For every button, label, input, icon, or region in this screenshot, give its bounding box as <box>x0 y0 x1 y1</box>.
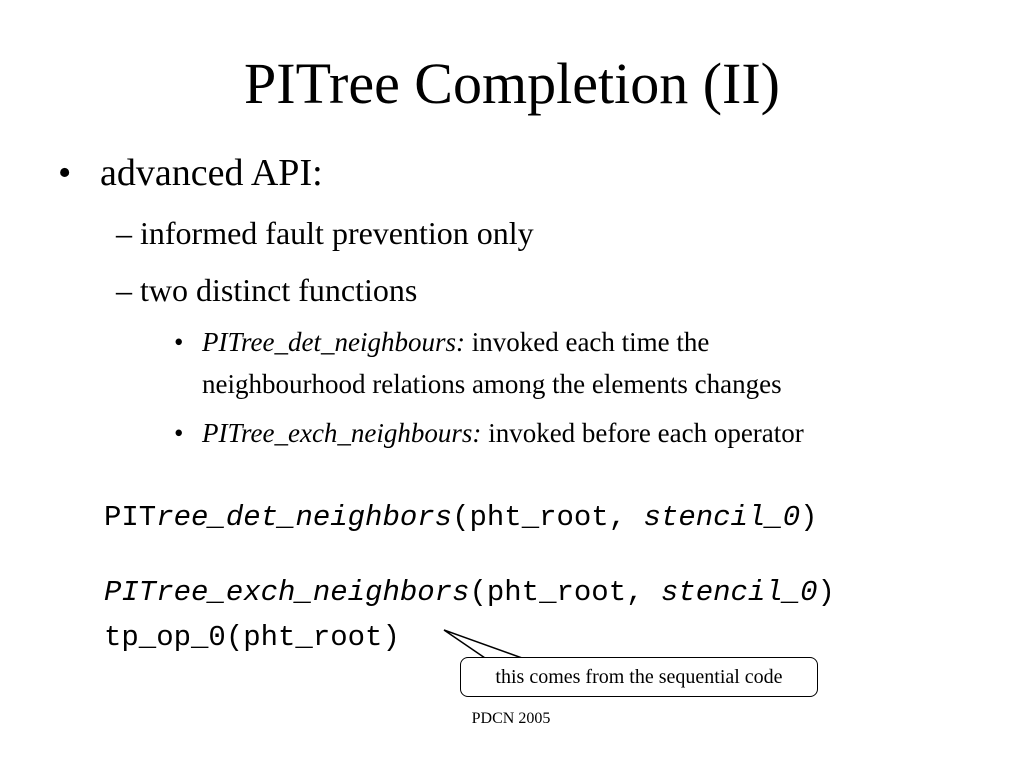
code-close: ) <box>817 576 835 609</box>
footer-text: PDCN 2005 <box>471 710 551 727</box>
code-close: ) <box>800 501 818 534</box>
function-name: PITree_det_neighbours: <box>202 327 465 357</box>
code-args-open: (pht_root, <box>469 576 661 609</box>
callout-text: this comes from the sequential code <box>495 666 783 688</box>
code-prefix: PIT <box>104 501 157 534</box>
code-function: ree_det_neighbors <box>156 501 453 534</box>
code-arg-stencil: stencil_0 <box>643 501 801 534</box>
code-line-tp-op: tp_op_0(pht_root) <box>104 621 400 654</box>
code-function: PITree_exch_neighbors <box>104 576 470 609</box>
subbullet-fault-prevention: – informed fault prevention only <box>116 215 534 251</box>
subbullet-two-functions: – two distinct functions <box>116 272 418 308</box>
bullet-dot-icon: • <box>58 152 72 194</box>
callout-box <box>460 657 818 697</box>
bullet-text-line2: neighbourhood relations among the elements changes <box>202 369 782 399</box>
bullet-dot-icon: • <box>174 327 184 357</box>
code-arg-stencil: stencil_0 <box>660 576 818 609</box>
function-name: PITree_exch_neighbours: <box>202 418 482 448</box>
code-args-open: (pht_root, <box>452 501 644 534</box>
slide-title: PITree Completion (II) <box>244 51 780 116</box>
function-description: invoked each time the <box>464 327 710 357</box>
slide-footer <box>0 709 1024 729</box>
bullet-dot-icon: • <box>174 418 184 448</box>
bullet-text: advanced API: <box>100 152 323 194</box>
function-description: invoked before each operator <box>481 418 804 448</box>
